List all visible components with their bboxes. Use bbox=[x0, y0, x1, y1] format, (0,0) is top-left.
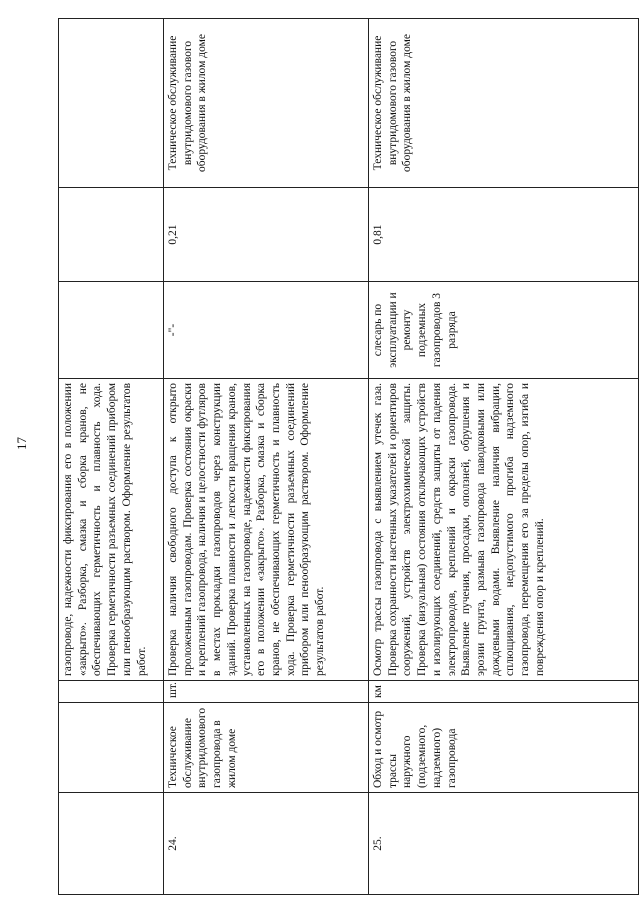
time-norm: 0,81 bbox=[369, 188, 639, 282]
table-row-continuation bbox=[59, 19, 164, 895]
worker: слесарь по эксплуатации и ремонту подземных газопроводов 3 разряда bbox=[369, 282, 639, 379]
unit bbox=[59, 681, 164, 703]
note: Техническое обслуживание внутридомового газового оборудования в жилом доме bbox=[369, 19, 639, 188]
work-description: газопроводе, надежности фиксирования его в положении «закрыто». Разборка, смазка и сборка кранов, не обеспечивающих герметичность и плавность хода. Проверка герметичности разъемных соединений прибором или пенообразующим раствором. Оформление результатов работ. bbox=[59, 379, 164, 681]
worker bbox=[59, 282, 164, 379]
time-norm bbox=[59, 188, 164, 282]
note: Техническое обслуживание внутридомового газового оборудования в жилом доме bbox=[164, 19, 369, 188]
page-number: 17 bbox=[14, 437, 29, 450]
note bbox=[59, 19, 164, 188]
work-description: Осмотр трассы газопровода с выявлением утечек газа. Проверка сохранности настенных указателей и ориентиров сооружений, устройств электрохимической защиты. Проверка (визуальная) состояния отключающих устройств и изолирующих соединений, средств защиты от падения электропроводов, креплений и окраски газопровода. Выявление пучения, просадки, оползней, обрушения и эрозии грунта, размыва газопровода паводковыми или дождевыми водами. Выявление наличия вибрации, сплющивания, недопустимого прогиба надземного газопровода, перемещения его за пределы опор, изгиба и повреждения опор и креплений. bbox=[369, 379, 639, 681]
table-row-25 bbox=[369, 19, 639, 895]
row-number: 24. bbox=[164, 793, 369, 895]
work-table bbox=[58, 18, 639, 895]
time-norm: 0,21 bbox=[164, 188, 369, 282]
work-description: Проверка наличия свободного доступа к открыто проложенным газопроводам. Проверка состояния окраски и креплений газопровода, наличия и целостности футляров в местах прокладки газопроводов через конструкции зданий. Проверка плавности и легкости вращения кранов, установленных на газопроводе, надежности фиксирования его в положении «закрыто». Разборка, смазка и сборка кранов, не обеспечивающих герметичность и плавность хода. Проверка герметичности разъемных соединений прибором или пенообразующим раствором. Оформление результатов работ. bbox=[164, 379, 369, 681]
row-number bbox=[59, 793, 164, 895]
work-name: Обход и осмотр трассы наружного (подземного, надземного) газопровода bbox=[369, 703, 639, 793]
rotated-page-content bbox=[58, 19, 633, 895]
row-number: 25. bbox=[369, 793, 639, 895]
unit: км bbox=[369, 681, 639, 703]
worker: -"- bbox=[164, 282, 369, 379]
table-row-24 bbox=[164, 19, 369, 895]
unit: шт. bbox=[164, 681, 369, 703]
work-name bbox=[59, 703, 164, 793]
work-name: Техническое обслуживание внутридомового газопровода в жилом доме bbox=[164, 703, 369, 793]
